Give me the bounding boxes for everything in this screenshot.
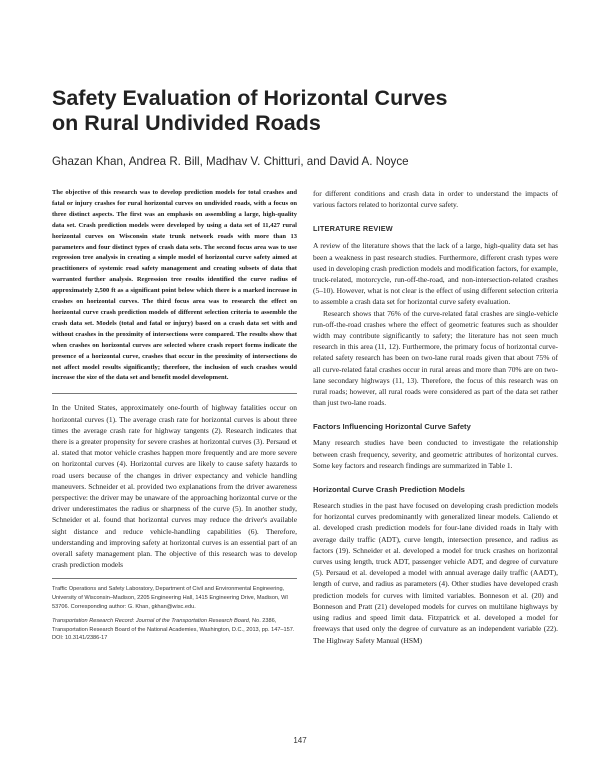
intro-continuation: for different conditions and crash data in order to understand the impacts of various factors related to horizontal curve safety. xyxy=(313,189,558,210)
prediction-models-paragraph: Research studies in the past have focused on developing crash prediction models for horizontal curves predominantly with generalized linear models. Caliendo et al. developed crash prediction models for four-lane divided roads in Italy with average daily traffic (ADT), curve length, intersection presence, and radius as factors (19). Schneider et al. developed a model for truck crashes on horizontal curves using length, truck ADT, passenger vehicle ADT, and degree of curvature (5). Persaud et al. developed a model with annual average daily traffic (AADT), length of curve, and radius as parameters (4). Other studies have developed crash prediction models for curves with limited variables. Bonneson et al. (20) and Bonneson and Pratt (21) developed models for curves on multilane highways by using radius and speed limit data. Fitzpatrick et al. developed a model for freeways that used only the degree of curvature as an independent variable (22). The Highway Safety Manual (HSM) xyxy=(313,501,558,645)
affiliation: Traffic Operations and Safety Laboratory, Department of Civil and Environmental Engineering, University of Wisconsin–Madison, 2205 Engineering Hall, 1415 Engineering Drive, Madison, WI 53706. Corresponding author: G. Khan, gkhan@wisc.edu. xyxy=(52,586,288,610)
title-line-1: Safety Evaluation of Horizontal Curves xyxy=(52,86,448,110)
subsection-heading-factors: Factors Influencing Horizontal Curve Safety xyxy=(313,422,471,432)
title-line-2: on Rural Undivided Roads xyxy=(52,111,321,135)
introduction-paragraph: In the United States, approximately one-fourth of highway fatalities occur on horizontal curves (1). The average crash rate for horizontal curves is about three times the average crash rate for highway tangents (2). Research indicates that there is a greater propensity for severe crashes at horizontal curves (3). Persaud et al. stated that motor vehicle crashes happen more frequently and are more severe on horizontal curves (4). Horizontal curves are likely to cause safety hazards to road users because of the changes in driver expectancy and vehicle handling maneuvers. Schneider et al. provided two explanations from the driver awareness perspective: the driver may be unaware of the approaching horizontal curve or the driver underestimates the radius or sharpness of the curve (5). In another study, Schneider et al. found that horizontal curves may reduce the driver's available sight distance and reduce vehicle-handling capabilities (6). Therefore, understanding and improving safety at horizontal curves is an essential part of an overall safety management plan. The objective of this research was to develop crash prediction models xyxy=(52,403,297,570)
page-number: 147 xyxy=(293,736,307,745)
journal-citation xyxy=(52,617,297,634)
left-column xyxy=(52,188,297,643)
paper-title xyxy=(52,86,552,136)
right-column xyxy=(313,188,558,646)
journal-name: Transportation Research Record: Journal of the Transportation Research Board, xyxy=(52,618,251,625)
doi: DOI: 10.3141/2386-17 xyxy=(52,635,108,642)
lit-review-paragraph-1: A review of the literature shows that the lack of a large, high-quality data set has been a weakness in past research studies. Furthermore, different crash types were used in developing crash prediction models and modification factors, for example, truck-related, motorcycle, run-off-the-road, and non-intersection-related crashes (5–10). However, what is not clear is the effect of using different selection criteria to assemble a crash data set for horizontal curve safety evaluation. xyxy=(313,241,558,307)
factors-paragraph: Many research studies have been conducted to investigate the relationship between crash frequency, severity, and geometric attributes of horizontal curves. Some key factors and research findings are summarized in Table 1. xyxy=(313,438,558,470)
lit-review-paragraph-2: Research shows that 76% of the curve-related fatal crashes are single-vehicle run-off-the-road crashes where the effect of geometric features such as shoulder width may contribute significantly to safety; the literature has not seen much research in this area (11, 12). Furthermore, the primary focus of horizontal curve-related safety research has been on two-lane rural roads given that about 75% of all curve-related fatal crashes occur in rural areas and more than 70% are on two-lane secondary highways (11, 13). Therefore, the focus of this research was on rural roads; however, all rural roads were considered as part of the data set rather than just two-lane roads. xyxy=(313,308,558,408)
abstract-divider xyxy=(52,393,297,394)
abstract: The objective of this research was to develop prediction models for total crashes and fatal or injury crashes for rural horizontal curves on undivided roads, with a focus on three distinct aspects. The first was an emphasis on assembling a large, high-quality data set. Crash prediction models were developed by using a data set of 11,427 rural horizontal curves on Wisconsin state trunk network roads with more than 13 parameters and four distinct types of crash data sets. The second focus area was to use regression tree analysis in creating a simple model of horizontal curve safety aimed at practitioners of systemic road safety management and creating subsets of data that warranted further analysis. Regression tree results identified the curve radius of approximately 2,500 ft as a significant point below which there is a marked increase in crashes on horizontal curves. The third focus area was to research the effect on horizontal curve crash prediction models of different selection criteria to assemble the crash data set. Models (total and fatal or injury) based on a crash data set with and without crashes in the proximity of intersections were compared. The results show that when crashes on horizontal curves are selected where crash report forms indicate the presence of a horizontal curve, crashes that occur in the proximity of intersections do not affect model results significantly; therefore, the inclusion of such crashes would increase the size of the data set and benefit model development. xyxy=(52,189,297,382)
section-heading-literature-review: LITERATURE REVIEW xyxy=(313,224,393,234)
subsection-heading-prediction-models: Horizontal Curve Crash Prediction Models xyxy=(313,485,465,495)
author-list: Ghazan Khan, Andrea R. Bill, Madhav V. Chitturi, and David A. Noyce xyxy=(52,155,409,168)
journal-details: No. 2386, Transportation Research Board of the National Academies, Washington, D.C., 2013, pp. 147–157. xyxy=(52,618,295,633)
footnote-block xyxy=(52,578,297,643)
